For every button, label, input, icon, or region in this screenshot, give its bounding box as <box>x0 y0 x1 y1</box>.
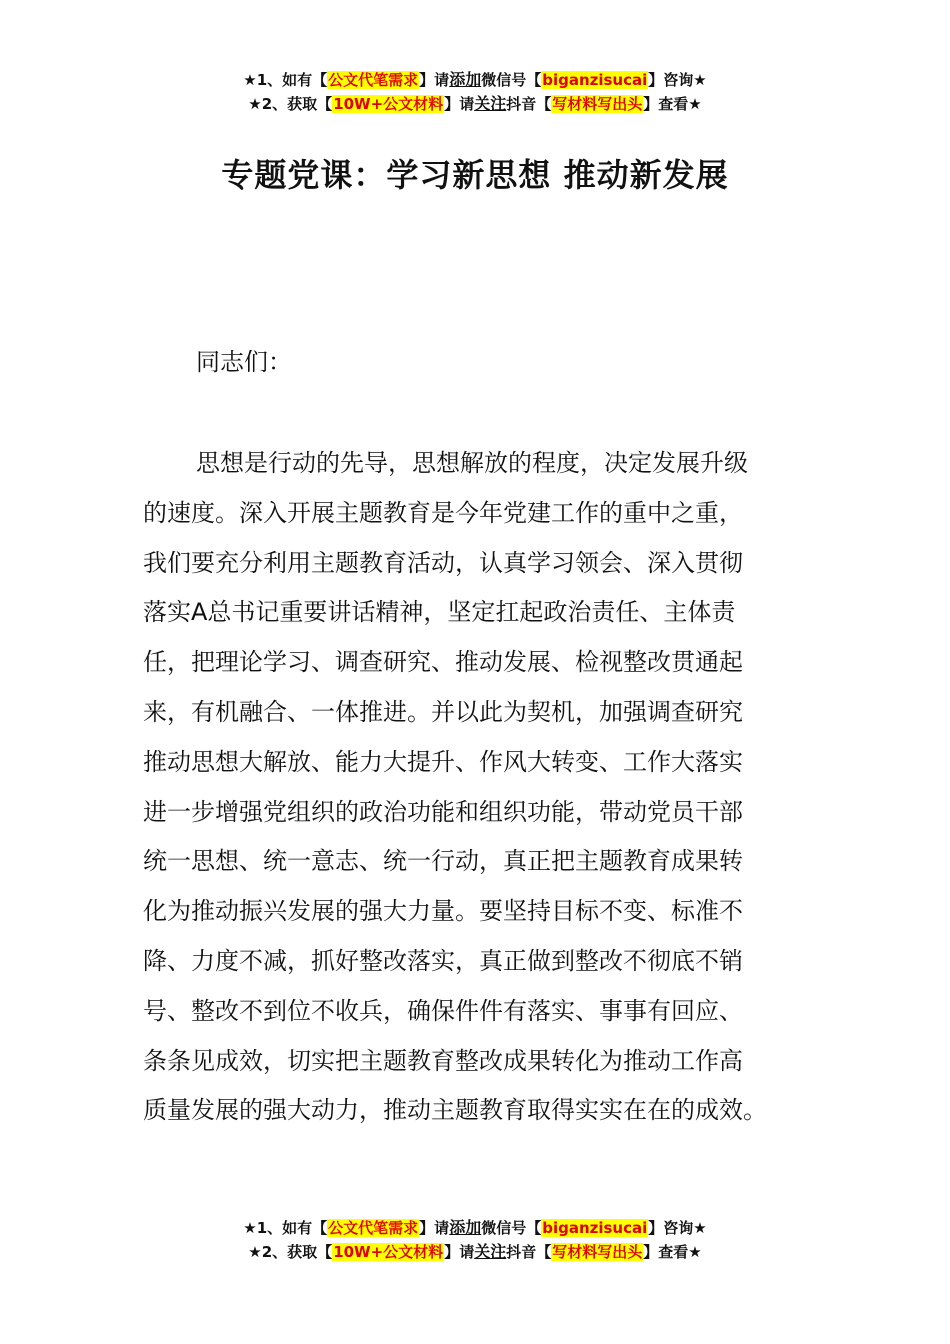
paragraph-line: 降、力度不减，抓好整改落实，真正做到整改不彻底不销 <box>143 946 743 975</box>
banner-text: 】咨询★ <box>648 71 707 89</box>
banner-line-2 <box>0 92 950 116</box>
paragraph-line: 推动思想大解放、能力大提升、作风大转变、工作大落实 <box>143 747 743 776</box>
paragraph-line: 的速度。深入开展主题教育是今年党建工作的重中之重， <box>143 498 743 527</box>
banner-text: 微信号【 <box>481 71 542 89</box>
banner-text: ★2、获取【 <box>248 1243 333 1261</box>
highlight-douyin-account: 写材料写出头 <box>552 1243 643 1261</box>
highlight-wechat-id: biganzisucai <box>542 71 648 89</box>
highlight-service: 公文代笔需求 <box>328 71 419 89</box>
banner-text: 】请 <box>419 1219 450 1237</box>
header-banner <box>0 68 950 116</box>
salutation: 同志们： <box>196 348 292 376</box>
underline-text: 添加 <box>449 1218 482 1237</box>
banner-line-1 <box>0 68 950 92</box>
underline-text: 关注 <box>474 1242 507 1261</box>
banner-text: 】请 <box>444 95 475 113</box>
banner-line-2 <box>0 1240 950 1264</box>
banner-text: 】请 <box>444 1243 475 1261</box>
paragraph-line: 统一思想、统一意志、统一行动，真正把主题教育成果转 <box>143 847 743 876</box>
banner-text: ★1、如有【 <box>243 71 328 89</box>
document-title: 专题党课：学习新思想 推动新发展 <box>221 156 729 194</box>
banner-text: 】查看★ <box>643 1243 702 1261</box>
footer-banner <box>0 1216 950 1264</box>
paragraph-line: 号、整改不到位不收兵，确保件件有落实、事事有回应、 <box>143 996 743 1025</box>
paragraph-line: 进一步增强党组织的政治功能和组织功能，带动党员干部 <box>143 797 743 826</box>
underline-text: 关注 <box>474 94 507 113</box>
banner-text: 】请 <box>419 71 450 89</box>
banner-text: 】查看★ <box>643 95 702 113</box>
banner-text: 】咨询★ <box>648 1219 707 1237</box>
banner-text: 抖音【 <box>506 95 552 113</box>
paragraph-line: 条条见成效，切实把主题教育整改成果转化为推动工作高 <box>143 1046 743 1075</box>
paragraph-line: 思想是行动的先导，思想解放的程度，决定发展升级 <box>196 449 748 477</box>
paragraph-line: 化为推动振兴发展的强大力量。要坚持目标不变、标准不 <box>143 897 743 926</box>
underline-text: 添加 <box>449 70 482 89</box>
banner-text: ★1、如有【 <box>243 1219 328 1237</box>
highlight-service: 公文代笔需求 <box>328 1219 419 1237</box>
highlight-douyin-account: 写材料写出头 <box>552 95 643 113</box>
banner-text: ★2、获取【 <box>248 95 333 113</box>
banner-text: 抖音【 <box>506 1243 552 1261</box>
paragraph-line: 质量发展的强大动力，推动主题教育取得实实在在的成效。 <box>143 1096 767 1125</box>
highlight-materials: 10W+公文材料 <box>333 95 444 113</box>
body-paragraph <box>143 439 809 1136</box>
banner-text: 微信号【 <box>481 1219 542 1237</box>
paragraph-line: 任，把理论学习、调查研究、推动发展、检视整改贯通起 <box>143 648 743 677</box>
highlight-wechat-id: biganzisucai <box>542 1219 648 1237</box>
paragraph-line: 落实A总书记重要讲话精神，坚定扛起政治责任、主体责 <box>143 598 736 627</box>
paragraph-line: 我们要充分利用主题教育活动，认真学习领会、深入贯彻 <box>143 548 743 577</box>
highlight-materials: 10W+公文材料 <box>333 1243 444 1261</box>
paragraph-line: 来，有机融合、一体推进。并以此为契机，加强调查研究 <box>143 697 743 726</box>
banner-line-1 <box>0 1216 950 1240</box>
